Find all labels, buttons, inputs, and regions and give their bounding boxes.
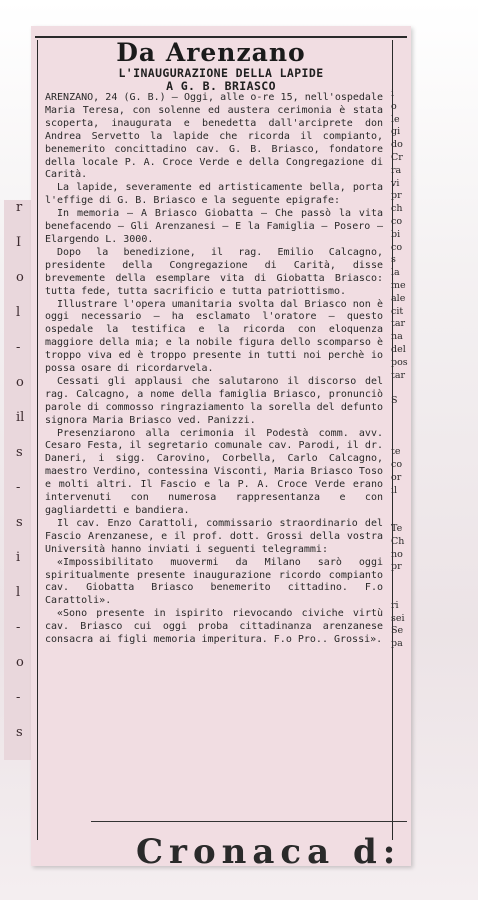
- right-fragment: [391, 574, 409, 587]
- right-fragment: co: [391, 459, 403, 471]
- right-fragment: Se: [391, 625, 404, 637]
- right-fragment: [391, 498, 409, 511]
- left-fragment: s: [16, 725, 23, 740]
- right-fragment: or: [391, 471, 402, 483]
- right-fragment: pa: [391, 638, 403, 650]
- right-fragment: ale: [391, 292, 406, 304]
- right-fragment: Ch: [391, 535, 405, 547]
- paragraph: Presenziarono alla cerimonia il Podestà comm. avv. Cesaro Festa, il segretario comunale cav. Parodi, il dr. Daneri, i sigg. Carovino, Corbella, Carlo Calcagno, maestro Verdino, contessina Visconti, Maria Briasco Toso e molti altri. Il Fascio e la P. A. Croce Verde erano intervenuti con numerosa rappresentanza e con gagliardetti e bandiera.: [45, 427, 383, 516]
- right-fragment: ri: [391, 599, 399, 611]
- right-fragment: do: [391, 139, 403, 151]
- right-fragment: co: [391, 215, 403, 227]
- paragraph: ARENZANO, 24 (G. B.) — Oggi, alle o-re 15, nell'ospedale Maria Teresa, con solenne ed austera cerimonia è stata scoperta, inaugurata e benedetta dall'arciprete don Andrea Servetto la lapide che ricorda il compianto, benemerito concittadino cav. G. B. Briasco, fondatore della locale P. A. Croce Verde e della Congregazione di Carità.: [45, 92, 383, 181]
- right-fragment: [391, 587, 409, 600]
- right-fragment: vi: [391, 177, 400, 189]
- right-fragment: Cr: [391, 151, 403, 163]
- left-fragment: o: [16, 270, 24, 285]
- paragraph: Il cav. Enzo Carattoli, commissario straordinario del Fascio Arenzanese, e il prof. dott. Grossi della vostra Università hanno inviati i seguenti telegrammi:: [45, 517, 383, 555]
- right-fragment: te: [391, 446, 401, 458]
- right-fragment: [391, 421, 409, 434]
- left-fragment: i: [16, 550, 21, 565]
- telegram-quote: «Sono presente in ispirito rievocando civiche virtù cav. Briasco cui oggi proba cittadinanza arenzanese consacra ai figli memoria imperitura. F.o Pro.. Grossi».: [45, 608, 383, 646]
- left-fragment: r: [16, 200, 23, 215]
- right-fragment: [391, 382, 409, 395]
- telegram-quote: «Impossibilitato muovermi da Milano sarò oggi spiritualmente presente inaugurazione ricordo compianto cav. Giobatta Briasco benemerito cittadino. F.o Carattoli».: [45, 556, 383, 607]
- right-fragment: la: [391, 267, 400, 279]
- right-fragment: tar: [391, 369, 406, 381]
- right-fragment: il: [391, 484, 398, 496]
- bottom-rule: [91, 821, 407, 822]
- right-fragment: [391, 510, 409, 523]
- right-fragment: pr: [391, 190, 402, 202]
- newspaper-clipping: [31, 26, 411, 872]
- right-fragment: del: [391, 343, 406, 355]
- right-fragment: le: [391, 113, 400, 125]
- right-fragment: tar: [391, 318, 406, 330]
- article-headline: Da Arenzano: [116, 38, 306, 67]
- left-fragment: I: [16, 235, 22, 250]
- left-fragment: s: [16, 445, 23, 460]
- left-fragment: il: [16, 410, 25, 425]
- right-fragment: bi: [391, 228, 401, 240]
- right-fragment: cit: [391, 305, 404, 317]
- right-fragment: co: [391, 241, 403, 253]
- left-fragment: o: [16, 375, 24, 390]
- right-fragment: na: [391, 331, 403, 343]
- right-fragment: me: [391, 279, 406, 291]
- paragraph: Cessati gli applausi che salutarono il discorso del rag. Calcagno, a nome della famiglia Briasco, pronunciò parole di commosso ringraziamento la sorella del defunto signora Maria Briasco ved. Panizzi.: [45, 375, 383, 426]
- adjacent-column-fragments-left: [4, 200, 34, 760]
- right-fragment: no: [391, 548, 403, 560]
- right-fragment: gi: [391, 126, 401, 138]
- right-fragment: sei: [391, 612, 405, 624]
- left-fragment: o: [16, 655, 24, 670]
- article-subheadline-1: L'INAUGURAZIONE DELLA LAPIDE: [118, 66, 324, 80]
- right-fragment: s: [391, 254, 396, 266]
- left-fragment: -: [16, 480, 21, 495]
- right-fragment: S: [391, 395, 398, 407]
- left-fragment: -: [16, 690, 21, 705]
- article-subheadline-2: A G. B. BRIASCO: [166, 79, 276, 93]
- article-body: [45, 92, 383, 647]
- left-fragment: -: [16, 620, 21, 635]
- right-fragment: i: [391, 88, 395, 99]
- right-fragment: o: [391, 100, 397, 112]
- left-fragment: s: [16, 515, 23, 530]
- left-column-rule: [37, 40, 38, 840]
- left-fragment: l: [16, 585, 21, 600]
- paragraph: La lapide, severamente ed artisticamente bella, porta l'effige di G. B. Briasco e la seguente epigrafe:: [45, 182, 383, 207]
- paragraph: Illustrare l'opera umanitaria svolta dal Briasco non è oggi necessario — ha esclamato l'oratore — questo ospedale la testifica e la ricorda con eloquenza maggiore della mia; e la nobile figura dello scomparso è troppo viva ed è troppo presente in tutti noi perchè io possa osare di ricordarvela.: [45, 298, 383, 375]
- paragraph: In memoria — A Briasco Giobatta — Che passò la vita benefacendo — Gli Arenzanesi — E la Famiglia — Posero — Elargendo L. 3000.: [45, 208, 383, 245]
- right-fragment: pos: [391, 356, 408, 368]
- right-fragment: [391, 408, 409, 421]
- right-fragment: Te: [391, 523, 403, 535]
- right-fragment: ch: [391, 203, 403, 215]
- left-fragment: -: [16, 340, 21, 355]
- right-fragment: ra: [391, 164, 402, 176]
- left-fragment: l: [16, 305, 21, 320]
- right-fragment: [391, 434, 409, 447]
- right-fragment: pr: [391, 561, 402, 573]
- paragraph: Dopo la benedizione, il rag. Emilio Calcagno, presidente della Congregazione di Carità, disse brevemente della esemplare vita di Giobatta Briasco: tutta fede, tutta sacrificio e tutta patriottismo.: [45, 246, 383, 297]
- next-section-heading: Cronaca d:: [136, 832, 402, 872]
- adjacent-column-fragments-right: [391, 88, 409, 651]
